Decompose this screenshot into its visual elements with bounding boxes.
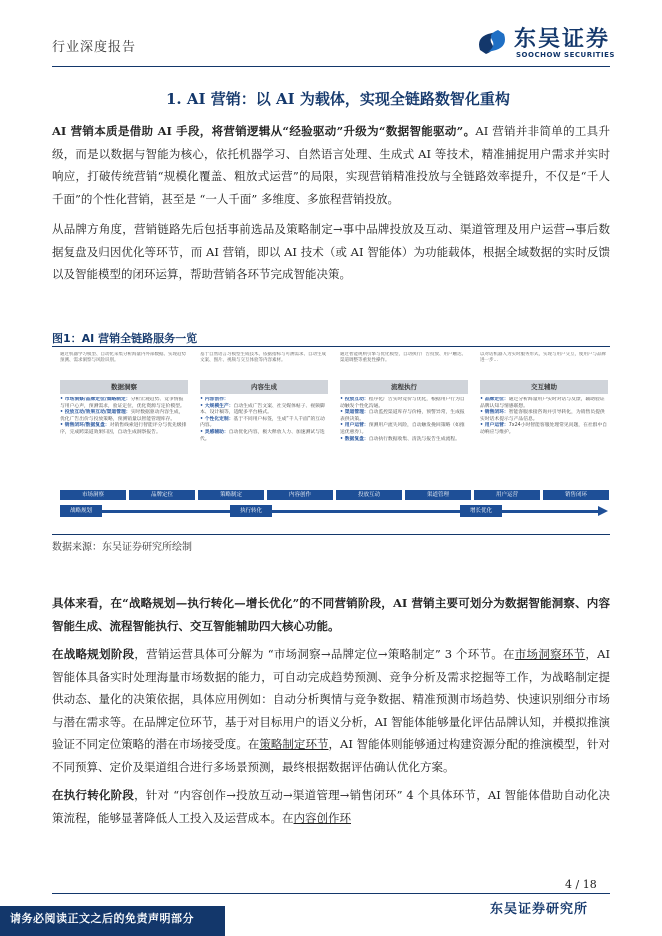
footer-divider: [52, 893, 610, 894]
column-item: • 市场洞察/品牌定位/策略制定：分析宏观趋势、竞争情报与用户心声，预测需求，验证定位，优化资源与定价模型。: [60, 397, 185, 409]
column-heading: 交互辅助: [480, 380, 608, 394]
column-description: 通过机器学习模型、自动化采集分析海量内外部数据、实现趋势预测、需求洞察与风险识别。: [60, 352, 186, 363]
column-item: • 内容创作：: [200, 397, 229, 402]
column-item: • 投放互动：程序化广告实时竞价与优化，根据用户行为自动触发个性化沟通。: [340, 397, 465, 409]
column-body: [60, 397, 188, 487]
column-item: • 投放互动/效果互动/渠道管理：实时数据驱动内容生成，优化广告出价与投放策略，预测销量以智能管理库存。: [60, 410, 184, 422]
company-logo: [474, 22, 624, 64]
body-paragraph-3: 在执行转化阶段，针对 “内容创作→投放互动→渠道管理→销售闭环” 4 个具体环节，AI 智能体借助自动化决策流程，能够显著降低人工投入及运营成本。在内容创作环: [52, 788, 611, 825]
figure-bottom-rule: [52, 534, 610, 535]
figure-diagram: [60, 352, 612, 528]
intro-paragraph: [52, 120, 610, 286]
column-item: • 销售闭环/数据复盘：对销售线索进行智能评分与优先级排序，完成跨渠道效果归因，自动生成洞察报告。: [60, 423, 187, 435]
stage-segment: 投放互动: [336, 490, 402, 500]
body-paragraph-2: 在战略规划阶段，营销运营具体可分解为 “市场洞察→品牌定位→策略制定” 3 个环节。在市场洞察环节，AI 智能体具备实时处理海量市场数据的能力，可自动完成趋势预测、竞争分析及需求挖掘等工作，为战略制定提供动态、量化的决策依据，具体应用例如：自动分析舆情与竞争数据、精准预测市场趋势、快速识别细分市场与潜在需求等。在品牌定位环节，基于对目标用户的语义分析，AI 智能体能够量化评估品牌认知，并模拟推演验证不同定位策略的潜在市场接受度。在策略制定环节，AI 智能体则能够通过构建资源分配的推演模型，针对不同预算、定价及渠道组合进行多场景预测，最终根据数据评估确认优化方案。: [52, 647, 611, 774]
figure-top-rule: [52, 346, 610, 347]
logo-mark-icon: [474, 24, 510, 60]
column-body: [340, 397, 468, 487]
column-item: • 销售闭环：智能客服承接咨询并引导转化，为销售员提供实时话术提示与产品信息。: [480, 410, 605, 422]
stage-segment: 策略制定: [198, 490, 264, 500]
figure-column-2: [200, 352, 328, 486]
figure-column-3: [340, 352, 468, 486]
page-number: 4 / 18: [565, 878, 597, 891]
arrow-head-icon: [598, 506, 608, 516]
column-item: • 灵感辅助：自动优化内容，极大释放人力、加速测试与迭代。: [200, 429, 325, 442]
column-description: 通过智能规则引擎与优化模型，自动执行广告投放、用户触达、渠道调整等重复性操作。: [340, 352, 466, 363]
column-heading: 流程执行: [340, 380, 468, 394]
report-type-label: 行业深度报告: [52, 40, 137, 55]
phase-label: 执行转化: [230, 505, 272, 517]
column-heading: 数据洞察: [60, 380, 188, 394]
column-body: [480, 397, 608, 487]
column-item: • 数据复盘：自动执行数据收集、清洗与报告生成流程。: [340, 436, 460, 442]
stage-segment: 渠道管理: [405, 490, 471, 500]
column-item: • 渠道管理：自动监控渠道库存与价格，预警异常，生成报表供决策。: [340, 410, 465, 422]
link-market-insight: 市场洞察环节: [514, 647, 586, 661]
figure-source: 数据来源：东吴证券研究所绘制: [52, 542, 192, 553]
figure-column-4: [480, 352, 608, 486]
intro-paragraph-2: 从品牌方角度，营销链路先后包括事前选品及策略制定→事中品牌投放及互动、渠道管理及用户运营→事后数据复盘及归因优化等环节，而 AI 营销，即以 AI 技术（或 AI 智能体）为功能载体，根据全域数据的实时反馈以及智能模型的闭环运算，帮助营销各环节完成智能决策。: [52, 222, 610, 281]
intro-body: AI 营销并非简单的工具升级，而是以数据与智能为核心，依托机器学习、自然语言处理、生成式 AI 等技术，精准捕捉用户需求并实时响应，打破传统营销“规模化覆盖、粗放式运营”的局限，实现营销精准投放与全链路效率提升，不仅是“千人千面”的个性化营销，甚至是 “一人千面” 多维度、多旅程营销投放。: [52, 124, 610, 206]
disclaimer-notice: 请务必阅读正文之后的免责声明部分: [10, 912, 194, 925]
column-item: • 个性化定制：基于不同用户标签，生成“千人千面”的互动内容。: [200, 416, 325, 429]
phase-label: 战略规划: [60, 505, 102, 517]
column-item: • 用户运营：预测用户流失风险，自动触发挽回策略（如推送优惠券）。: [340, 423, 465, 435]
arrow-line: [60, 510, 600, 513]
stage-segment: 品牌定位: [129, 490, 195, 500]
stage-segment: 内容创作: [267, 490, 333, 500]
stage-segment: 市场洞察: [60, 490, 126, 500]
column-item: • 品牌定位：通过分析海量用户实时对话与反馈，辅助验证品牌认知与情感联想。: [480, 397, 605, 409]
stage-segment: 销售闭环: [543, 490, 609, 500]
header-divider: [52, 66, 610, 67]
intro-lead: AI 营销本质是借助 AI 手段，将营销逻辑从“经验驱动”升级为“数据智能驱动”。: [52, 124, 476, 138]
phase-arrow: [60, 504, 612, 518]
column-item: • 用户运营：7x24小时智能客服处理常见问题，在社群中自动响应与维护。: [480, 423, 608, 435]
logo-english-name: SOOCHOW SECURITIES: [516, 51, 615, 59]
column-heading: 内容生成: [200, 380, 328, 394]
column-description: 以对话机器人为实时服务形式，实现与用户交互，使用户与品牌进一步…: [480, 352, 606, 363]
body-paragraphs: [52, 592, 610, 829]
stage-segment: 用户运营: [474, 490, 540, 500]
column-item: • 大规模生产：自动生成广告文案、社交媒体帖子、视频脚本、设计稿等，适配多平台格式。: [200, 403, 325, 416]
column-description: 基于自然语言习模型生成技术，依据指标与可测需求、自动生成文案、图片、视频与交互体验等内容素材。: [200, 352, 326, 363]
phase-label: 增长优化: [460, 505, 502, 517]
footer-organization: 东吴证券研究所: [490, 902, 589, 917]
stage-bar: [60, 490, 610, 500]
figure-column-1: [60, 352, 188, 486]
link-content-creation: 内容创作环: [293, 810, 351, 825]
figure-label: 图1：AI 营销全链路服务一览: [52, 332, 198, 345]
column-body: [200, 397, 328, 487]
logo-chinese-name: 东吴证券: [514, 27, 611, 52]
body-paragraph-1: 具体来看，在“战略规划—执行转化—增长优化”的不同营销阶段，AI 营销主要可划分为数据智能洞察、内容智能生成、流程智能执行、交互智能辅助四大核心功能。: [52, 596, 610, 633]
section-title: 1. AI 营销：以 AI 为载体，实现全链路数智化重构: [166, 90, 510, 108]
link-strategy: 策略制定环节: [259, 737, 329, 751]
